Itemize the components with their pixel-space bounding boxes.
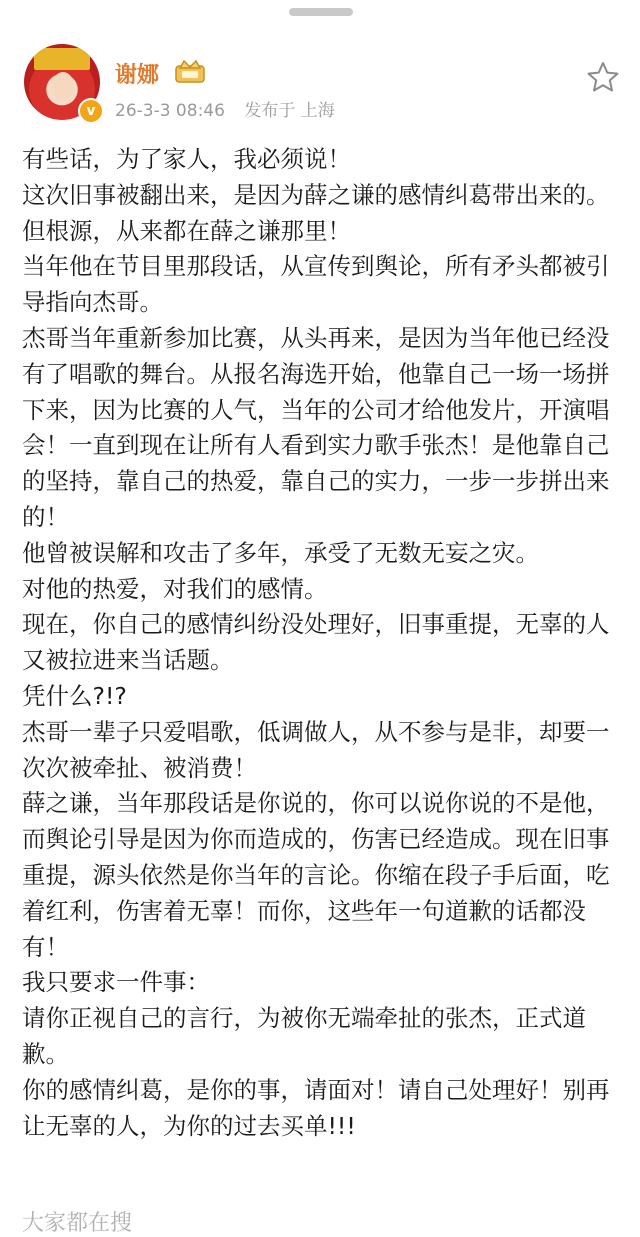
post-paragraph: 你的感情纠葛，是你的事，请面对！请自己处理好！别再让无辜的人，为你的过去买单!!! — [22, 1075, 610, 1140]
post-body — [22, 142, 628, 1144]
post-paragraph: 杰哥一辈子只爱唱歌，低调做人，从不参与是非，却要一次次被牵扯、被消费！ — [22, 717, 610, 782]
avatar-crown-decoration — [34, 48, 90, 70]
trending-search-label[interactable]: 大家都在搜 — [22, 1211, 133, 1236]
post-date: 26-3-3 08:46 — [115, 101, 225, 121]
post-paragraph: 当年他在节目里那段话，从宣传到舆论，所有矛头都被引导指向杰哥。 — [22, 252, 610, 317]
post-paragraph: 对他的热爱，对我们的感情。 — [22, 574, 328, 603]
post-paragraph: 凭什么?!? — [22, 681, 127, 710]
author-name[interactable]: 谢娜 — [115, 63, 160, 88]
post-meta — [115, 96, 349, 121]
post-paragraph: 杰哥当年重新参加比赛，从头再来，是因为当年他已经没有了唱歌的舞台。从报名海选开始，他靠自己一场一场拼下来，因为比赛的人气，当年的公司才给他发片，开演唱会！一直到现在让所有人看到实力歌手张杰！是他靠自己的坚持，靠自己的热爱，靠自己的实力，一步一步拼出来的！ — [22, 323, 610, 531]
post-paragraph: 有些话，为了家人，我必须说！ — [22, 145, 351, 173]
post-header — [0, 0, 640, 140]
post-paragraph: 这次旧事被翻出来，是因为薛之谦的感情纠葛带出来的。 — [22, 180, 610, 209]
vip-crown-icon[interactable] — [174, 58, 206, 84]
verified-badge-icon: v — [78, 98, 104, 124]
post-paragraph: 薛之谦，当年那段话是你说的，你可以说你说的不是他，而舆论引导是因为你而造成的，伤害已经造成。现在旧事重提，源头依然是你当年的言论。你缩在段子手后面，吃着红利，伤害着无辜！而你，这些年一句道歉的话都没有！ — [22, 789, 610, 961]
post-paragraph: 但根源，从来都在薛之谦那里！ — [22, 216, 351, 245]
star-outline-icon[interactable] — [586, 60, 620, 94]
post-paragraph: 我只要求一件事： — [22, 968, 210, 997]
post-paragraph: 请你正视自己的言行，为被你无端牵扯的张杰，正式道歉。 — [22, 1004, 586, 1068]
post-location: 发布于 上海 — [244, 101, 335, 121]
avatar-face — [52, 72, 74, 100]
post-paragraph: 他曾被误解和攻击了多年，承受了无数无妄之灾。 — [22, 538, 539, 567]
post-paragraph: 现在，你自己的感情纠纷没处理好，旧事重提，无辜的人又被拉进来当话题。 — [22, 610, 610, 675]
